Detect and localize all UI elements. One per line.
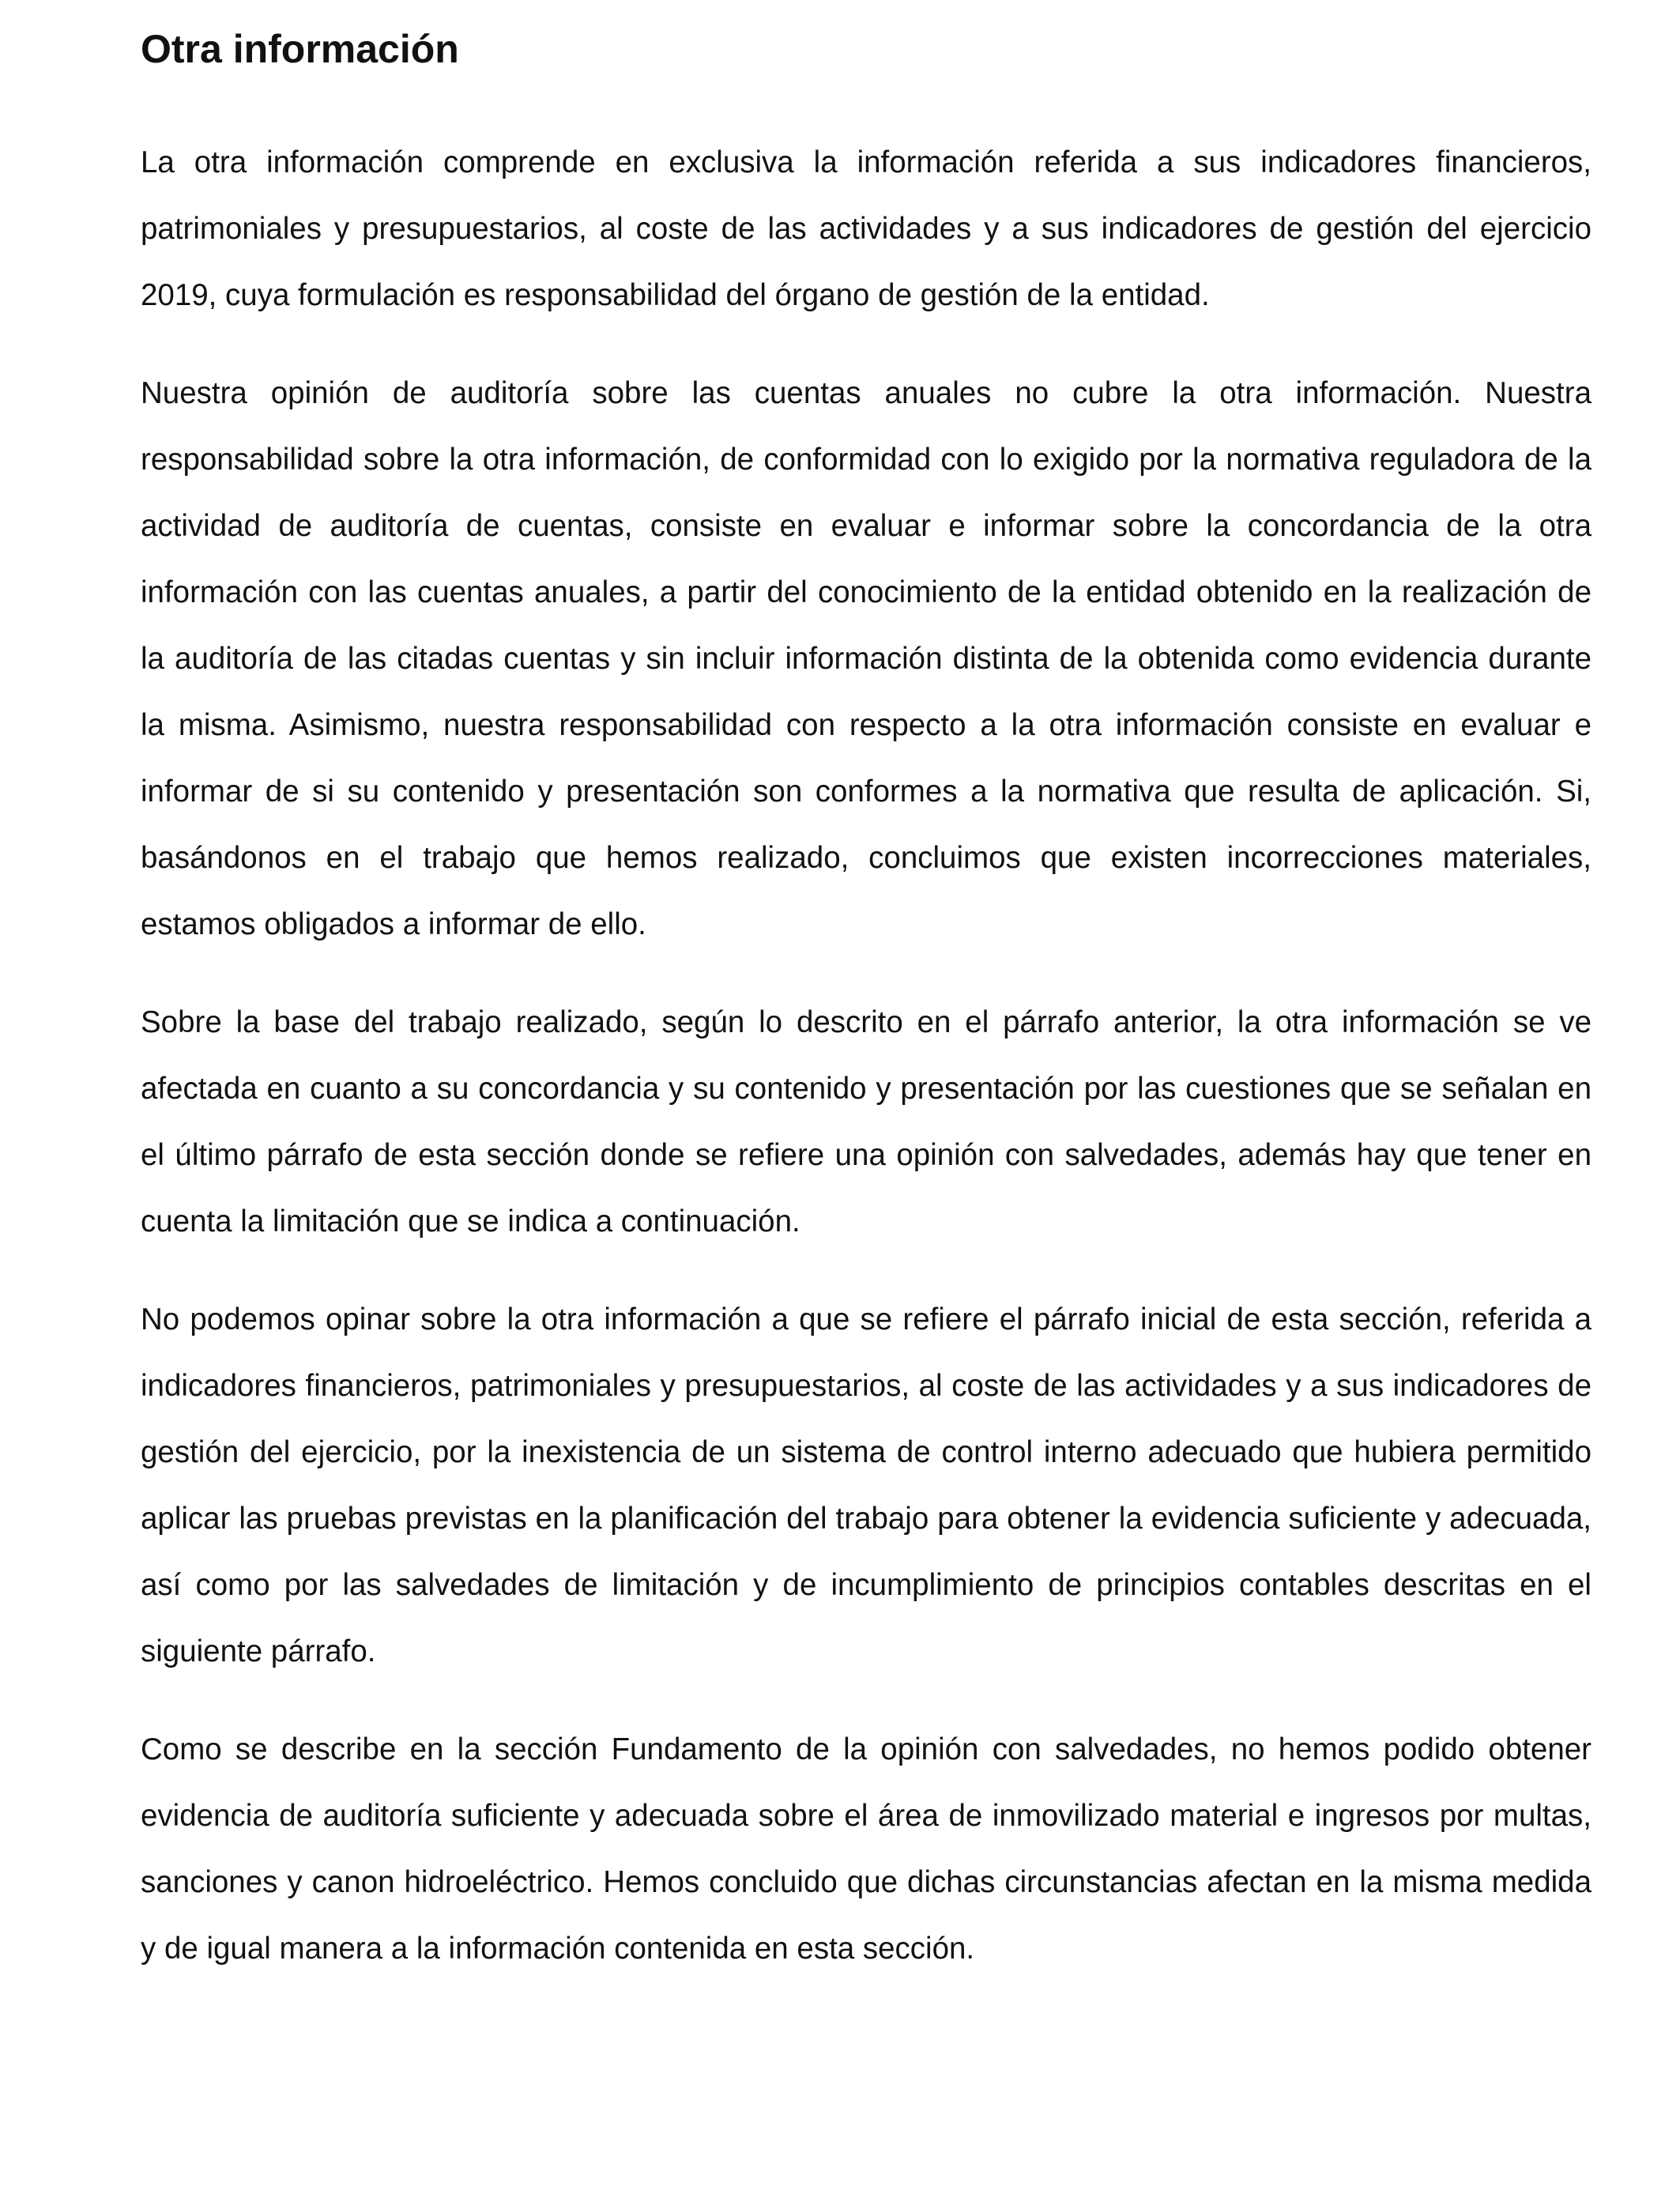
paragraph-limitation: No podemos opinar sobre la otra información a que se refiere el párrafo inicial de esta sección, referida a indicadores financieros, patrimoniales y presupuestarios, al coste de las actividades y a sus indicadores de gestión del ejercicio, por la inexistencia de un sistema de control interno adecuado que hubiera permitido aplicar las pruebas previstas en la planificación del trabajo para obtener la evidencia suficiente y adecuada, así como por las salvedades de limitación y de incumplimiento de principios contables descritas en el siguiente párrafo. [141, 1302, 1591, 1668]
document-body [141, 24, 1591, 1982]
paragraph-conclusion: Como se describe en la sección Fundamento de la opinión con salvedades, no hemos podido obtener evidencia de auditoría suficiente y adecuada sobre el área de inmovilizado material e ingresos por multas, sanciones y canon hidroeléctrico. Hemos concluido que dichas circunstancias afectan en la misma medida y de igual manera a la información contenida en esta sección. [141, 1732, 1591, 1966]
paragraph-scope: La otra información comprende en exclusiva la información referida a sus indicadores financieros, patrimoniales y presupuestarios, al coste de las actividades y a sus indicadores de gestión del ejercicio 2019, cuya formulación es responsabilidad del órgano de gestión de la entidad. [141, 145, 1591, 312]
paragraph-findings: Sobre la base del trabajo realizado, según lo descrito en el párrafo anterior, la otra información se ve afectada en cuanto a su concordancia y su contenido y presentación por las cuestiones que se señalan en el último párrafo de esta sección donde se refiere una opinión con salvedades, además hay que tener en cuenta la limitación que se indica a continuación. [141, 1005, 1591, 1238]
paragraph-responsibility: Nuestra opinión de auditoría sobre las cuentas anuales no cubre la otra información. Nuestra responsabilidad sobre la otra información, de conformidad con lo exigido por la normativa reguladora de la actividad de auditoría de cuentas, consiste en evaluar e informar sobre la concordancia de la otra información con las cuentas anuales, a partir del conocimiento de la entidad obtenido en la realización de la auditoría de las citadas cuentas y sin incluir información distinta de la obtenida como evidencia durante la misma. Asimismo, nuestra responsabilidad con respecto a la otra información consiste en evaluar e informar de si su contenido y presentación son conformes a la normativa que resulta de aplicación. Si, basándonos en el trabajo que hemos realizado, concluimos que existen incorrecciones materiales, estamos obligados a informar de ello. [141, 376, 1591, 941]
section-heading: Otra información [141, 27, 459, 71]
